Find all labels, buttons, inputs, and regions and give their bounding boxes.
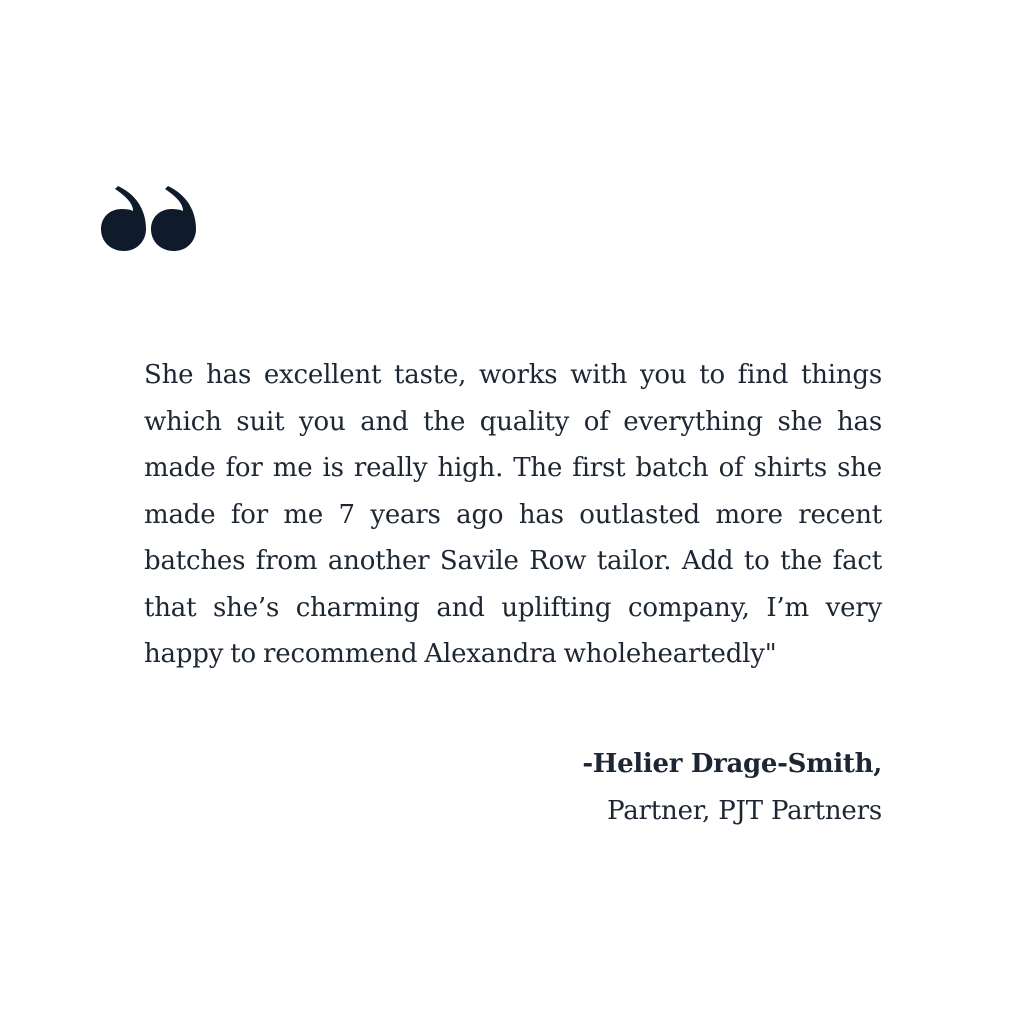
opening-double-quote-icon: [100, 185, 196, 251]
attribution: [582, 740, 882, 834]
author-name: -Helier Drage-Smith,: [582, 749, 882, 779]
testimonial-quote: She has excellent taste, works with you to find things which suit you and the quality of everything she has made for me is really high. The first batch of shirts she made for me 7 years ago has outlasted more recent batches from another Savile Row tailor. Add to the fact that she’s charming and uplifting company, I’m very happy to recommend Alexandra wholeheartedly": [144, 360, 882, 669]
author-title: Partner, PJT Partners: [607, 796, 882, 826]
